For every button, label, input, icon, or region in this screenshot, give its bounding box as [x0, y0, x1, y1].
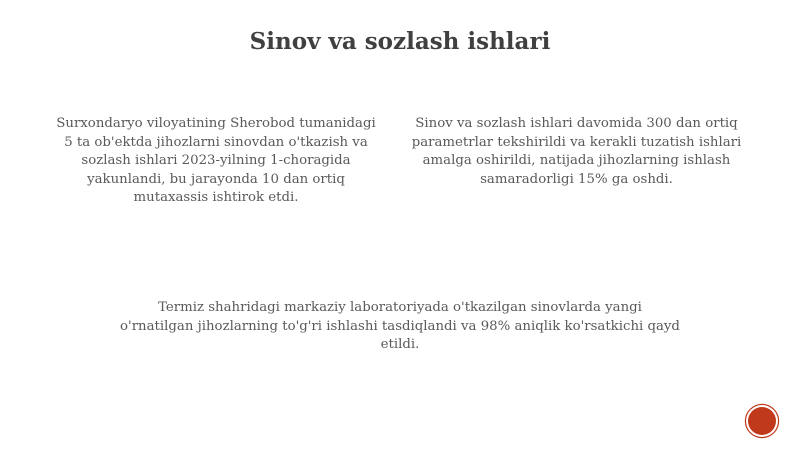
right-text-block: Sinov va sozlash ishlari davomida 300 dan ortiq parametrlar tekshirildi va kerakli tuzatish ishlari amalga oshirildi, natijada jihozlarning ishlash samaradorligi 15% ga oshdi.: [411, 116, 742, 187]
slide-nav-button[interactable]: [748, 407, 776, 435]
bottom-text-block: Termiz shahridagi markaziy laboratoriyada o'tkazilgan sinovlarda yangi o'rnatilgan jihozlarning to'g'ri ishlashi tasdiqlandi va 98% aniqlik ko'rsatkichi qayd etildi.: [120, 300, 680, 353]
left-text-block: Surxondaryo viloyatining Sherobod tumanidagi 5 ta ob'ektda jihozlarni sinovdan o'tkazish va sozlash ishlari 2023-yilning 1-choragida yakunlandi, bu jarayonda 10 dan ortiq mutaxassis ishtirok etdi.: [56, 116, 376, 206]
slide-title: Sinov va sozlash ishlari: [249, 28, 551, 55]
